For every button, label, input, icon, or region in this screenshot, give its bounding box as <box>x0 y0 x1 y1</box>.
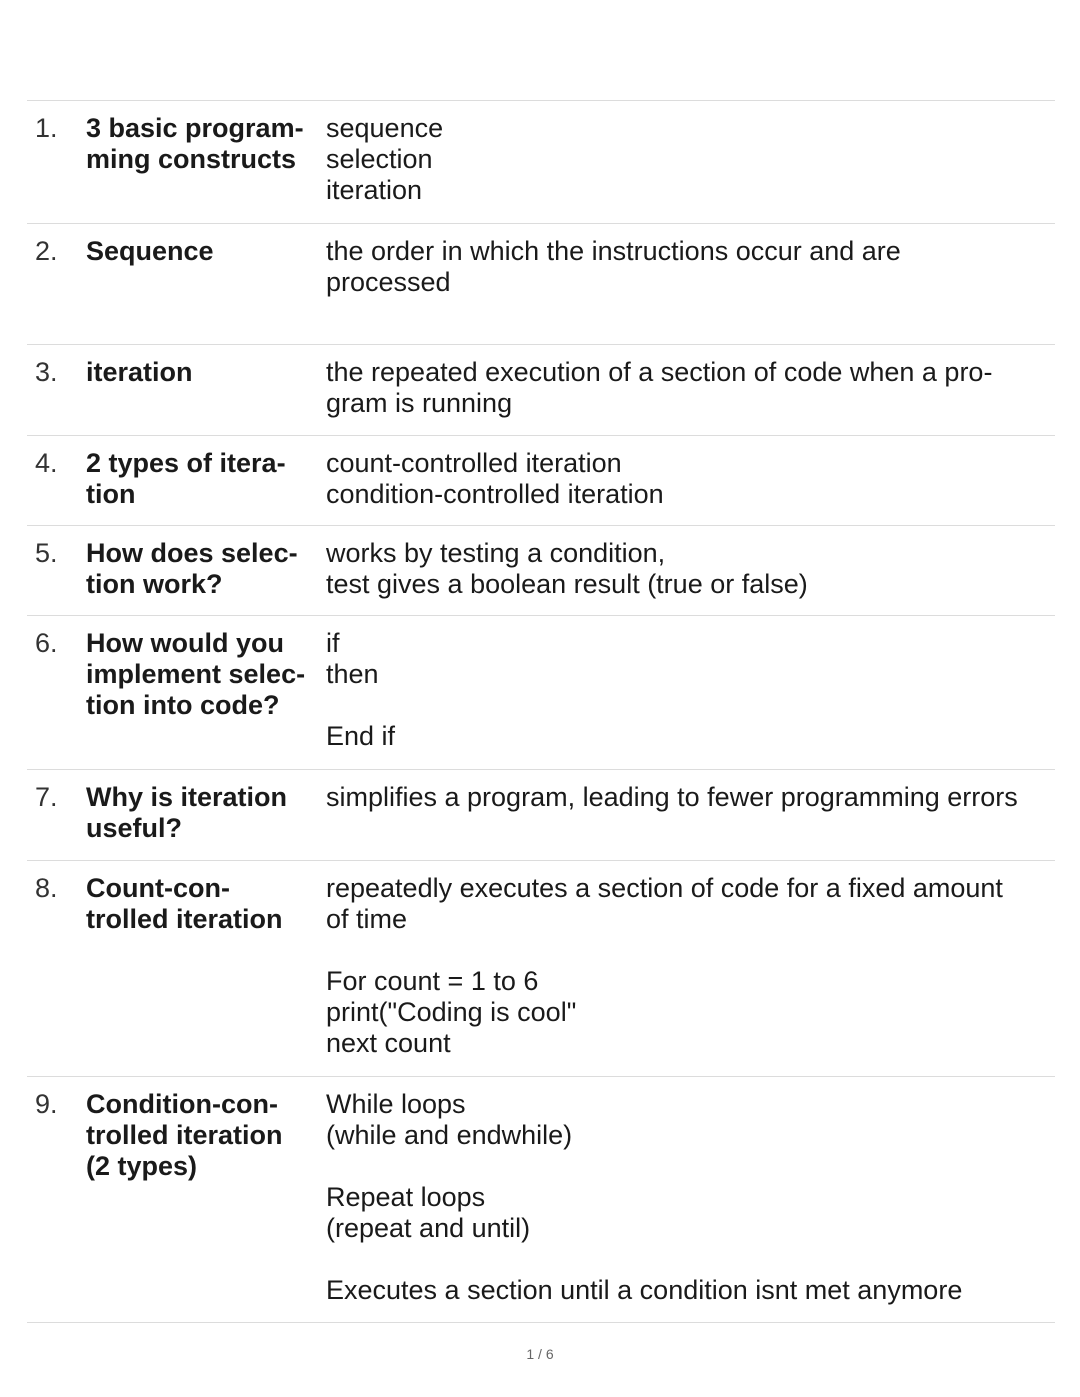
definition-line: print("Coding is cool" <box>326 997 577 1027</box>
card-term <box>86 873 318 935</box>
definition-line: (while and endwhile) <box>326 1120 573 1150</box>
definition-line: End if <box>326 721 396 751</box>
definition-line: if <box>326 628 340 658</box>
card-6 <box>27 616 1055 770</box>
definition-line: the order in which the instructions occur and are <box>326 236 901 266</box>
card-1 <box>27 101 1055 224</box>
definition-line: test gives a boolean result (true or false) <box>326 569 808 599</box>
card-definition <box>326 236 1046 298</box>
definition-line: works by testing a condition, <box>326 538 666 568</box>
definition-spacer <box>326 690 1046 721</box>
card-number: 8. <box>35 873 58 903</box>
definition-spacer <box>326 1151 1046 1182</box>
definition-line: condition-controlled iteration <box>326 479 664 509</box>
card-number: 2. <box>35 236 58 266</box>
term-line: trolled iteration <box>86 904 283 934</box>
term-line: How would you <box>86 628 284 658</box>
term-line: tion into code? <box>86 690 280 720</box>
term-line: Condition-con- <box>86 1089 278 1119</box>
term-line: useful? <box>86 813 183 843</box>
term-line: implement selec- <box>86 659 306 689</box>
definition-line: For count = 1 to 6 <box>326 966 539 996</box>
card-definition <box>326 357 1046 419</box>
definition-line: Executes a section until a condition isnt met anymore <box>326 1275 963 1305</box>
definition-line: (repeat and until) <box>326 1213 531 1243</box>
definition-line: Repeat loops <box>326 1182 486 1212</box>
term-line: ming constructs <box>86 144 297 174</box>
term-line: tion work? <box>86 569 223 599</box>
term-line: (2 types) <box>86 1151 198 1181</box>
card-number: 1. <box>35 113 58 143</box>
card-term <box>86 448 318 510</box>
definition-line: count-controlled iteration <box>326 448 622 478</box>
card-definition <box>326 1089 1046 1306</box>
card-4 <box>27 436 1055 526</box>
definition-line: gram is running <box>326 388 513 418</box>
term-line: Sequence <box>86 236 214 266</box>
term-line: tion <box>86 479 136 509</box>
card-number: 9. <box>35 1089 58 1119</box>
definition-line: then <box>326 659 379 689</box>
card-number: 6. <box>35 628 58 658</box>
card-8 <box>27 861 1055 1077</box>
definition-line: next count <box>326 1028 451 1058</box>
card-number: 5. <box>35 538 58 568</box>
card-term <box>86 538 318 600</box>
definition-line: the repeated execution of a section of code when a pro- <box>326 357 993 387</box>
card-definition <box>326 448 1046 510</box>
card-number: 4. <box>35 448 58 478</box>
term-line: trolled iteration <box>86 1120 283 1150</box>
card-5 <box>27 526 1055 616</box>
card-term <box>86 357 318 388</box>
card-3 <box>27 345 1055 436</box>
card-definition <box>326 782 1046 813</box>
definition-spacer <box>326 1244 1046 1275</box>
definition-line: repeatedly executes a section of code for a fixed amount <box>326 873 1003 903</box>
card-term <box>86 782 318 844</box>
card-number: 7. <box>35 782 58 812</box>
card-9 <box>27 1077 1055 1323</box>
term-line: 2 types of itera- <box>86 448 286 478</box>
definition-line: selection <box>326 144 433 174</box>
card-term <box>86 628 318 721</box>
term-line: Count-con- <box>86 873 230 903</box>
definition-line: sequence <box>326 113 444 143</box>
card-term <box>86 1089 318 1182</box>
definition-line: processed <box>326 267 451 297</box>
term-line: iteration <box>86 357 193 387</box>
definition-line: of time <box>326 904 408 934</box>
definition-line: simplifies a program, leading to fewer programming errors <box>326 782 1018 812</box>
definition-spacer <box>326 935 1046 966</box>
card-term <box>86 113 318 175</box>
definition-line: iteration <box>326 175 423 205</box>
term-line: Why is iteration <box>86 782 288 812</box>
page-indicator: 1 / 6 <box>526 1346 554 1362</box>
term-line: 3 basic program- <box>86 113 304 143</box>
card-term <box>86 236 318 267</box>
card-2 <box>27 224 1055 345</box>
card-definition <box>326 873 1046 1059</box>
card-definition <box>326 538 1046 600</box>
term-line: How does selec- <box>86 538 298 568</box>
card-definition <box>326 628 1046 752</box>
card-7 <box>27 770 1055 861</box>
flashcard-sheet <box>27 100 1055 1323</box>
card-number: 3. <box>35 357 58 387</box>
definition-line: While loops <box>326 1089 466 1119</box>
card-definition <box>326 113 1046 206</box>
